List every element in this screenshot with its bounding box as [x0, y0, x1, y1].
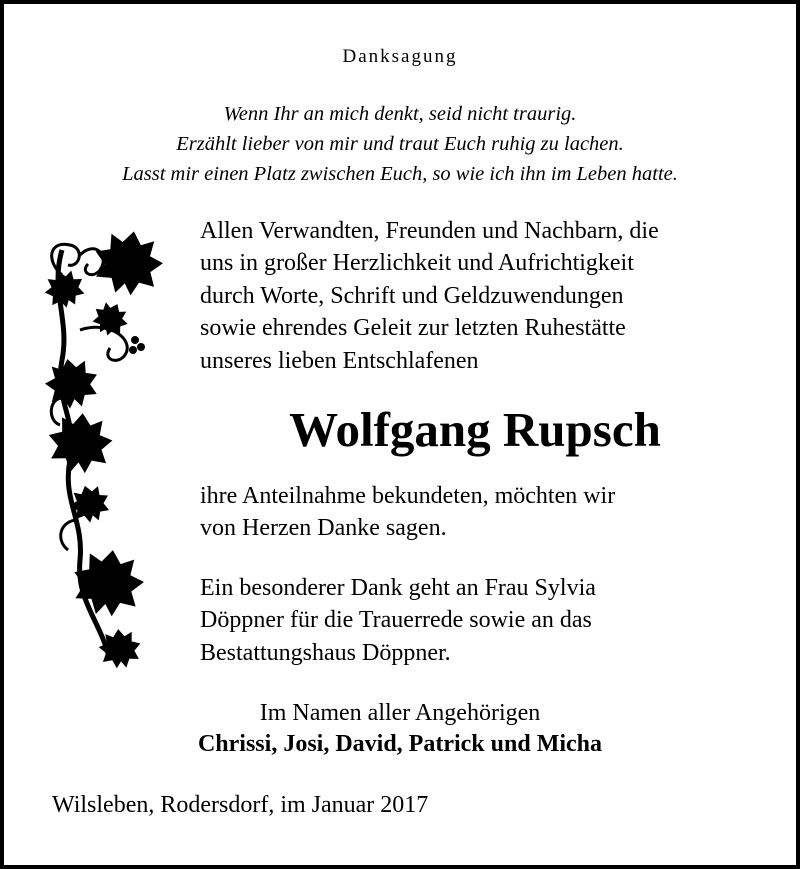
paragraph-line: ihre Anteilnahme bekundeten, möchten wir [200, 483, 616, 509]
deceased-name: Wolfgang Rupsch [289, 402, 661, 457]
notice-heading: Danksagung [342, 46, 458, 67]
paragraph-line: durch Worte, Schrift und Geldzuwendungen [200, 282, 624, 309]
paragraph-line: Bestattungshaus Döppner. [200, 639, 451, 666]
poem-line: Erzählt lieber von mir und traut Euch ruhig zu lachen. [176, 133, 624, 155]
poem-line: Wenn Ihr an mich denkt, seid nicht traurig. [223, 103, 577, 125]
condolence-paragraph [200, 480, 615, 545]
paragraph-line: Döppner für die Trauerrede sowie an das [200, 607, 592, 634]
paragraph-line: Ein besonderer Dank geht an Frau Sylvia [200, 575, 596, 601]
signature-intro [0, 700, 800, 727]
signature-names: Chrissi, Josi, David, Patrick und Micha [197, 731, 603, 757]
paragraph-line: Allen Verwandten, Freunden und Nachbarn, die [200, 218, 659, 244]
paragraph-line: sowie ehrendes Geleit zur letzten Ruhestätte [200, 315, 626, 342]
poem-line: Lasst mir einen Platz zwischen Euch, so wie ich ihn im Leben hatte. [122, 163, 678, 185]
place-date: Wilsleben, Rodersdorf, im Januar 2017 [52, 792, 429, 818]
paragraph-line: uns in großer Herzlichkeit und Aufrichtigkeit [200, 250, 634, 277]
paragraph-line: von Herzen Danke sagen. [200, 515, 447, 542]
poem-block [0, 99, 800, 189]
special-thanks-paragraph [200, 572, 596, 669]
paragraph-line: unseres lieben Entschlafenen [200, 347, 479, 374]
thanks-paragraph [200, 215, 659, 377]
signature-intro-text: Im Namen aller Angehörigen [259, 700, 541, 726]
